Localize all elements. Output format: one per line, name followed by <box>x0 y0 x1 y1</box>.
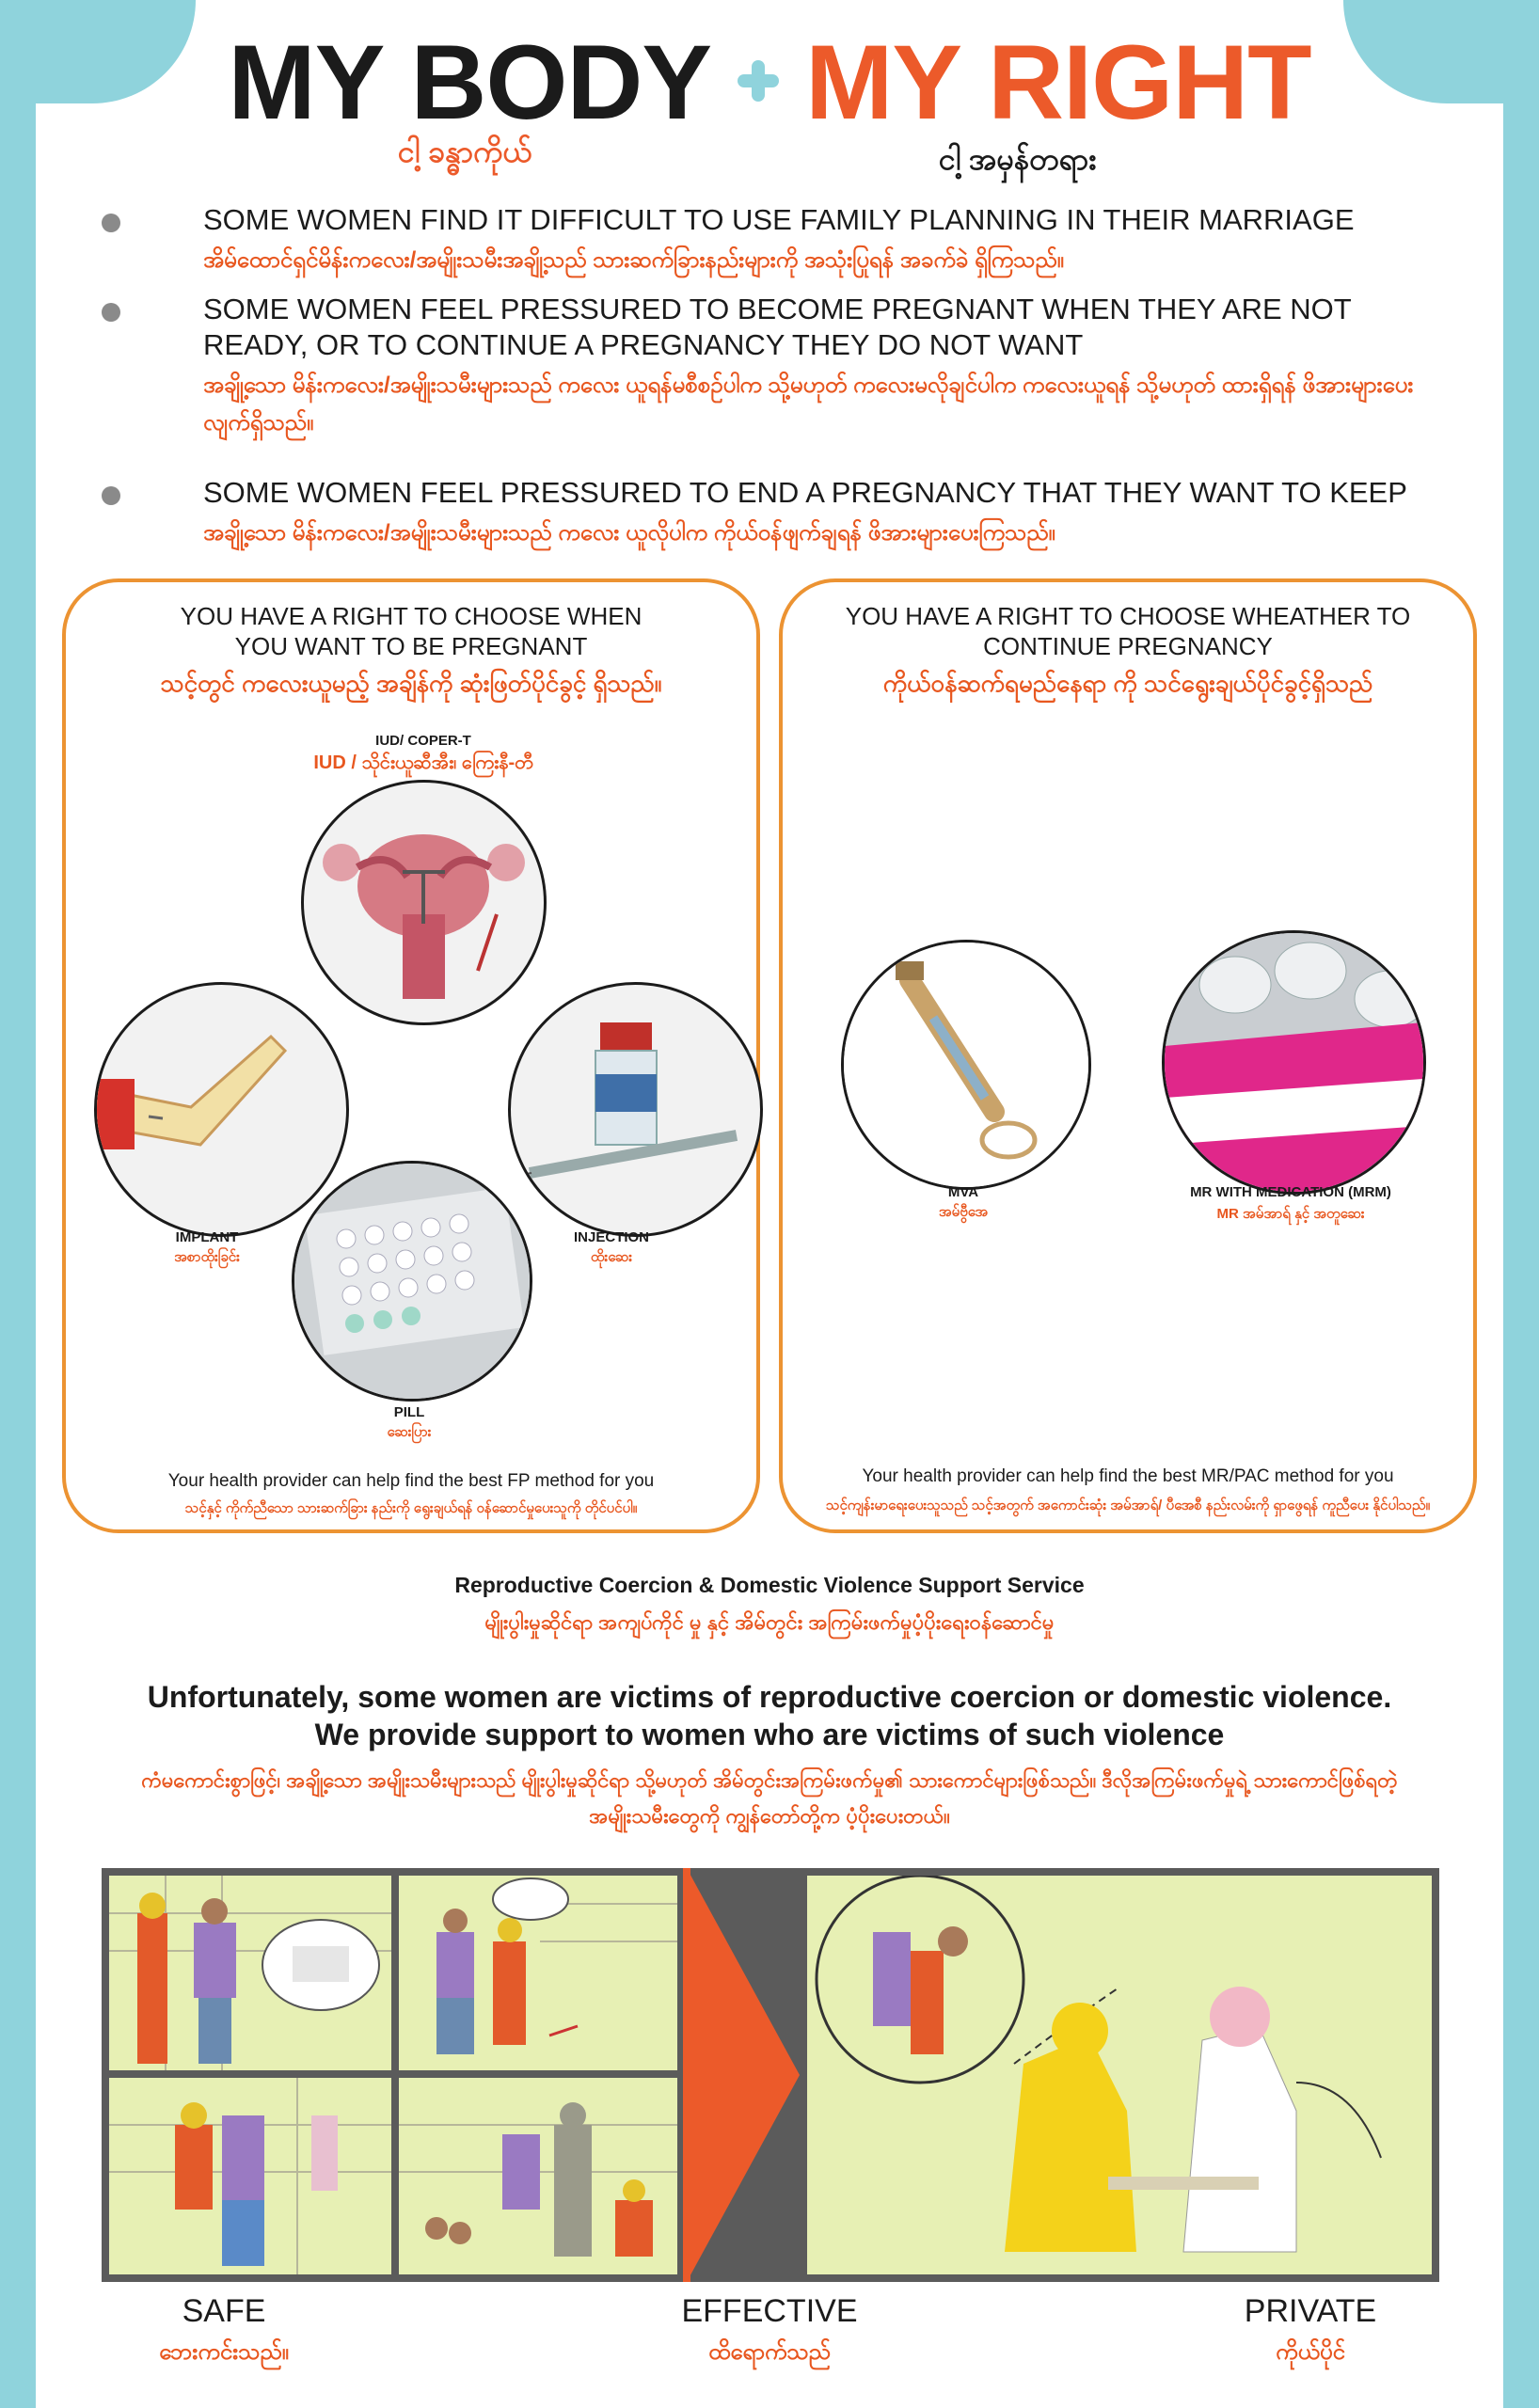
bullet-item <box>102 202 1437 279</box>
bullet-text-burmese: အချို့သော မိန်းကလေး/အမျိုးသမီးများသည် ကလေး ယူလိုပါက ကိုယ်ဝန်ဖျက်ချရန် ဖိအားများပေးကြသည်။ <box>203 520 1055 546</box>
footer-private-burmese: ကိုယ်ပိုင် <box>1276 2339 1345 2365</box>
footer-effective-burmese: ထိရောက်သည် <box>708 2339 831 2365</box>
bullet-text-burmese: အချို့သော မိန်းကလေး/အမျိုးသမီးများသည် ကလေး ယူရန်မစီစဉ်ပါက သို့မဟုတ် ကလေးမလိုချင်ပါက ကလေးယူရန် သို့မဟုတ် ထားရှိရန် ဖိအားများပေး လျက်ရှိသည်။ <box>203 372 1414 436</box>
panel-footer: Your health provider can help find the best FP method for you <box>167 1471 655 1491</box>
injection-label: INJECTION <box>573 1229 649 1245</box>
victims-statement-line: Unfortunately, some women are victims of reproductive coercion or domestic violence. <box>147 1680 1392 1714</box>
bullet-text: SOME WOMEN FEEL PRESSURED TO BECOME PREGNANT WHEN THEY ARE NOT READY, OR TO CONTINUE A PREGNANCY THEY DO NOT WANT <box>203 293 1352 361</box>
pill-label-burmese: ဆေးပြား <box>387 1424 432 1440</box>
panel-footer: Your health provider can help find the best MR/PAC method for you <box>862 1466 1394 1486</box>
bullet-item <box>102 292 1437 442</box>
mrm-label: MR WITH MEDICATION (MRM) <box>1190 1184 1391 1200</box>
arrow-right-icon <box>687 1868 800 2282</box>
comic-panel <box>109 1876 391 2070</box>
family-planning-panel <box>62 578 760 1533</box>
mm-kit-illustration <box>1162 930 1426 1195</box>
victims-statement-burmese-line: အမျိုးသမီးတွေကို ကျွန်တော်တို့က ပံ့ပိုးပေးတယ်။ <box>589 1804 950 1828</box>
plus-icon <box>738 60 779 102</box>
title-my-right: MY RIGHT <box>805 24 1311 141</box>
service-title-burmese: မျိုးပွါးမှုဆိုင်ရာ အကျပ်ကိုင် မှု နှင့် အိမ်တွင်း အကြမ်းဖက်မှုပံ့ပိုးရေးဝန်ဆောင်မှု <box>484 1610 1055 1634</box>
panel-heading-burmese: သင့်တွင် ကလေးယူမည့် အချိန်ကို ဆုံးဖြတ်ပိုင်ခွင့် ရှိသည်။ <box>160 669 662 697</box>
implant-label: IMPLANT <box>175 1229 239 1245</box>
panel-heading-burmese: ကိုယ်ဝန်ဆက်ရမည်နေရာ ကို သင်ရွေးချယ်ပိုင်ခွင့်ရှိသည် <box>882 669 1373 697</box>
victims-statement-burmese <box>36 1763 1503 1834</box>
bullet-text: SOME WOMEN FEEL PRESSURED TO END A PREGNANCY THAT THEY WANT TO KEEP <box>203 476 1407 509</box>
mva-label: MVA <box>947 1184 979 1200</box>
victims-statement-burmese-line: ကံမကောင်းစွာဖြင့်၊ အချို့သော အမျိုးသမီးများသည် မျိုးပွါးမှုဆိုင်ရာ သို့မဟုတ် အိမ်တွင်းအကြမ်းဖက်မှု၏ သားကောင်များဖြစ်သည်။ ဒီလိုအကြမ်းဖက်မှုရဲ့ သားကောင်ဖြစ်ရတဲ့ <box>141 1768 1398 1792</box>
poster-sheet <box>36 0 1503 2408</box>
pregnancy-choice-panel <box>779 578 1477 1533</box>
pill-pack-illustration <box>292 1161 532 1402</box>
footer-effective: EFFECTIVE <box>681 2293 858 2329</box>
comic-panel-clinic <box>807 1876 1432 2274</box>
iud-label-burmese: IUD / သိုင်းယူဆီအီး၊ ကြေးနီ-တီ <box>313 752 533 773</box>
footer-safe: SAFE <box>182 2293 266 2329</box>
mm-kit-label: MM Kit <box>1220 1109 1303 1143</box>
footer-private: PRIVATE <box>1244 2293 1377 2329</box>
service-title: Reproductive Coercion & Domestic Violence Support Service <box>454 1573 1085 1597</box>
victims-statement <box>36 1678 1503 1753</box>
panel-heading: YOU HAVE A RIGHT TO CHOOSE WHEATHER TO CONTINUE PREGNANCY <box>845 602 1411 660</box>
comic-strip <box>102 1868 1439 2282</box>
iud-label: IUD/ COPER-T <box>375 733 471 749</box>
bullet-dot-icon <box>102 214 120 232</box>
pill-label: PILL <box>393 1404 425 1420</box>
subtitle-my-right: ငါ့ အမှန်တရား <box>939 142 1097 176</box>
victims-statement-line: We provide support to women who are victims of such violence <box>314 1718 1225 1751</box>
bullet-text-burmese: အိမ်ထောင်ရှင်မိန်းကလေး/အမျိုးသမီးအချို့သည် သားဆက်ခြားနည်းများကို အသုံးပြုရန် အခက်ခဲ ရှိကြသည်။ <box>203 247 1064 273</box>
bullet-item <box>102 475 1437 552</box>
comic-panel <box>399 1876 677 2070</box>
title-my-body: MY BODY <box>228 24 712 141</box>
injection-label-burmese: ထိုးဆေး <box>590 1249 633 1265</box>
implant-label-burmese: အစာထိုးခြင်း <box>174 1249 240 1265</box>
mva-label-burmese: အမ်ဗွီအေ <box>938 1204 989 1220</box>
subtitle-my-body: ငါ့ ခန္ဓာကိုယ် <box>398 135 532 168</box>
comic-panel <box>399 2078 677 2274</box>
panel-footer-burmese: သင့်နှင့် ကိုက်ညီသော သားဆက်ခြား နည်းကို ရွေးချယ်ရန် ဝန်ဆောင်မှုပေးသူကို တိုင်ပင်ပါ။ <box>184 1500 638 1516</box>
comic-panel <box>109 2078 391 2274</box>
poster-title <box>36 26 1503 139</box>
panel-footer-burmese: သင့်ကျန်းမာရေးပေးသူသည် သင့်အတွက် အကောင်းဆုံး အမ်အာရ်/ ပီအေစီ နည်းလမ်းကို ရှာဖွေရန် ကူညီပေး နိုင်ပါသည်။ <box>825 1497 1431 1513</box>
mrm-label-burmese: MR အမ်အာရ် နှင့် အတူဆေး <box>1216 1206 1365 1222</box>
iud-illustration <box>301 780 547 1025</box>
panel-heading: YOU HAVE A RIGHT TO CHOOSE WHEN YOU WANT TO BE PREGNANT <box>180 602 643 660</box>
injection-illustration <box>508 982 763 1237</box>
bullet-text: SOME WOMEN FIND IT DIFFICULT TO USE FAMILY PLANNING IN THEIR MARRIAGE <box>203 203 1355 236</box>
footer-safe-burmese: ဘေးကင်းသည်။ <box>159 2339 289 2365</box>
mva-illustration <box>841 940 1091 1190</box>
bullet-dot-icon <box>102 303 120 322</box>
bullet-dot-icon <box>102 486 120 505</box>
implant-illustration <box>94 982 349 1237</box>
